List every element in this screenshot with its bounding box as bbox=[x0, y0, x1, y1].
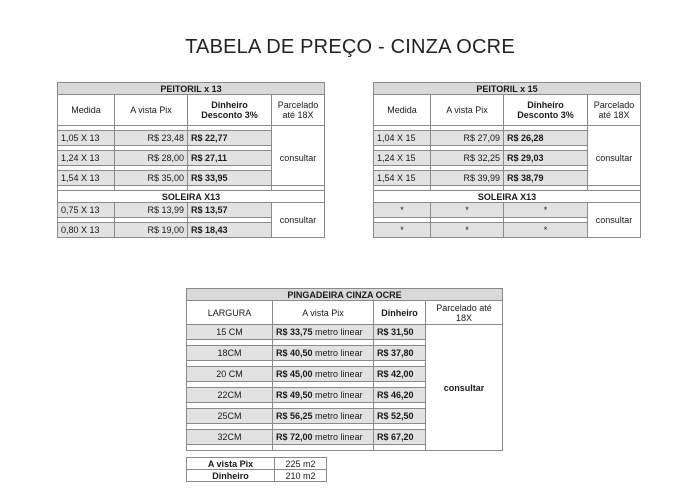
table-heading: PEITORIL x 15 bbox=[374, 83, 641, 95]
dinheiro-cell: R$ 31,50 bbox=[374, 325, 426, 340]
medida-cell: 1,05 X 13 bbox=[58, 131, 115, 146]
dinheiro-cell: R$ 22,77 bbox=[188, 131, 272, 146]
avista-value: R$ 40,50 bbox=[276, 348, 313, 358]
unit-label: metro linear bbox=[315, 432, 363, 442]
largura-cell: 25CM bbox=[187, 409, 273, 424]
unit-label: metro linear bbox=[315, 390, 363, 400]
medida-cell: 0,80 X 13 bbox=[58, 223, 115, 238]
dinheiro-cell: R$ 26,28 bbox=[504, 131, 588, 146]
medida-cell: 1,04 X 15 bbox=[374, 131, 431, 146]
medida-cell: 1,24 X 15 bbox=[374, 151, 431, 166]
medida-cell: 1,54 X 15 bbox=[374, 171, 431, 186]
consultar-cell: consultar bbox=[426, 325, 503, 451]
dinheiro-cell: R$ 29,03 bbox=[504, 151, 588, 166]
dinheiro-cell: R$ 52,50 bbox=[374, 409, 426, 424]
avista-cell: R$ 23,48 bbox=[115, 131, 188, 146]
column-header-medida: Medida bbox=[58, 95, 115, 126]
largura-cell: 22CM bbox=[187, 388, 273, 403]
avista-value: R$ 45,00 bbox=[276, 369, 313, 379]
column-header-parcelado: Parcelado até 18X bbox=[588, 95, 641, 126]
medida-cell: 0,75 X 13 bbox=[58, 203, 115, 218]
pingadeira-table bbox=[186, 288, 503, 451]
dinheiro-cell: R$ 33,95 bbox=[188, 171, 272, 186]
avista-cell: R$ 35,00 bbox=[115, 171, 188, 186]
dinheiro-cell: R$ 27,11 bbox=[188, 151, 272, 166]
dinheiro-cell: R$ 46,20 bbox=[374, 388, 426, 403]
table-row bbox=[58, 131, 325, 146]
dinheiro-cell: R$ 67,20 bbox=[374, 430, 426, 445]
table-row bbox=[58, 203, 325, 218]
column-header-avista: A vista Pix bbox=[115, 95, 188, 126]
table-row bbox=[374, 131, 641, 146]
table-row bbox=[187, 470, 327, 482]
column-header-avista: A vista Pix bbox=[273, 301, 374, 325]
largura-cell: 32CM bbox=[187, 430, 273, 445]
unit-label: metro linear bbox=[315, 369, 363, 379]
sub-heading: SOLEIRA X13 bbox=[58, 191, 325, 203]
avista-cell: R$ 19,00 bbox=[115, 223, 188, 238]
summary-value: 210 m2 bbox=[275, 470, 327, 482]
table-row bbox=[187, 458, 327, 470]
avista-cell: R$ 32,25 bbox=[431, 151, 504, 166]
unit-label: metro linear bbox=[315, 348, 363, 358]
avista-value: R$ 49,50 bbox=[276, 390, 313, 400]
column-header-dinheiro: Dinheiro bbox=[374, 301, 426, 325]
avista-cell: R$ 39,99 bbox=[431, 171, 504, 186]
peitoril-13-table bbox=[57, 82, 325, 238]
table-row bbox=[187, 325, 503, 340]
consultar-cell: consultar bbox=[588, 131, 641, 186]
dinheiro-cell: * bbox=[504, 203, 588, 218]
column-header-dinheiro: Dinheiro Desconto 3% bbox=[504, 95, 588, 126]
dinheiro-cell: R$ 42,00 bbox=[374, 367, 426, 382]
medida-cell: 1,24 X 13 bbox=[58, 151, 115, 166]
table-heading: PINGADEIRA CINZA OCRE bbox=[187, 289, 503, 301]
summary-label: Dinheiro bbox=[187, 470, 275, 482]
table-heading: PEITORIL x 13 bbox=[58, 83, 325, 95]
column-header-largura: LARGURA bbox=[187, 301, 273, 325]
avista-cell: * bbox=[431, 203, 504, 218]
avista-cell: * bbox=[431, 223, 504, 238]
consultar-cell: consultar bbox=[272, 203, 325, 238]
avista-cell: R$ 28,00 bbox=[115, 151, 188, 166]
dinheiro-cell: * bbox=[504, 223, 588, 238]
dinheiro-cell: R$ 38,79 bbox=[504, 171, 588, 186]
column-header-medida: Medida bbox=[374, 95, 431, 126]
consultar-cell: consultar bbox=[272, 131, 325, 186]
table-row bbox=[374, 203, 641, 218]
largura-cell: 15 CM bbox=[187, 325, 273, 340]
largura-cell: 20 CM bbox=[187, 367, 273, 382]
summary-value: 225 m2 bbox=[275, 458, 327, 470]
dinheiro-cell: R$ 13,57 bbox=[188, 203, 272, 218]
avista-value: R$ 56,25 bbox=[276, 411, 313, 421]
medida-cell: * bbox=[374, 203, 431, 218]
peitoril-15-table bbox=[373, 82, 641, 238]
summary-table bbox=[186, 457, 327, 482]
column-header-parcelado: Parcelado até 18X bbox=[272, 95, 325, 126]
dinheiro-cell: R$ 37,80 bbox=[374, 346, 426, 361]
avista-cell: R$ 13,99 bbox=[115, 203, 188, 218]
avista-value: R$ 33,75 bbox=[276, 327, 313, 337]
column-header-parcelado: Parcelado até 18X bbox=[426, 301, 503, 325]
unit-label: metro linear bbox=[315, 411, 363, 421]
page-title: TABELA DE PREÇO - CINZA OCRE bbox=[185, 36, 515, 58]
medida-cell: * bbox=[374, 223, 431, 238]
summary-label: A vista Pix bbox=[187, 458, 275, 470]
column-header-dinheiro: Dinheiro Desconto 3% bbox=[188, 95, 272, 126]
column-header-avista: A vista Pix bbox=[431, 95, 504, 126]
sub-heading: SOLEIRA X13 bbox=[374, 191, 641, 203]
largura-cell: 18CM bbox=[187, 346, 273, 361]
dinheiro-cell: R$ 18,43 bbox=[188, 223, 272, 238]
unit-label: metro linear bbox=[315, 327, 363, 337]
medida-cell: 1,54 X 13 bbox=[58, 171, 115, 186]
avista-cell: R$ 27,09 bbox=[431, 131, 504, 146]
consultar-cell: consultar bbox=[588, 203, 641, 238]
avista-value: R$ 72,00 bbox=[276, 432, 313, 442]
